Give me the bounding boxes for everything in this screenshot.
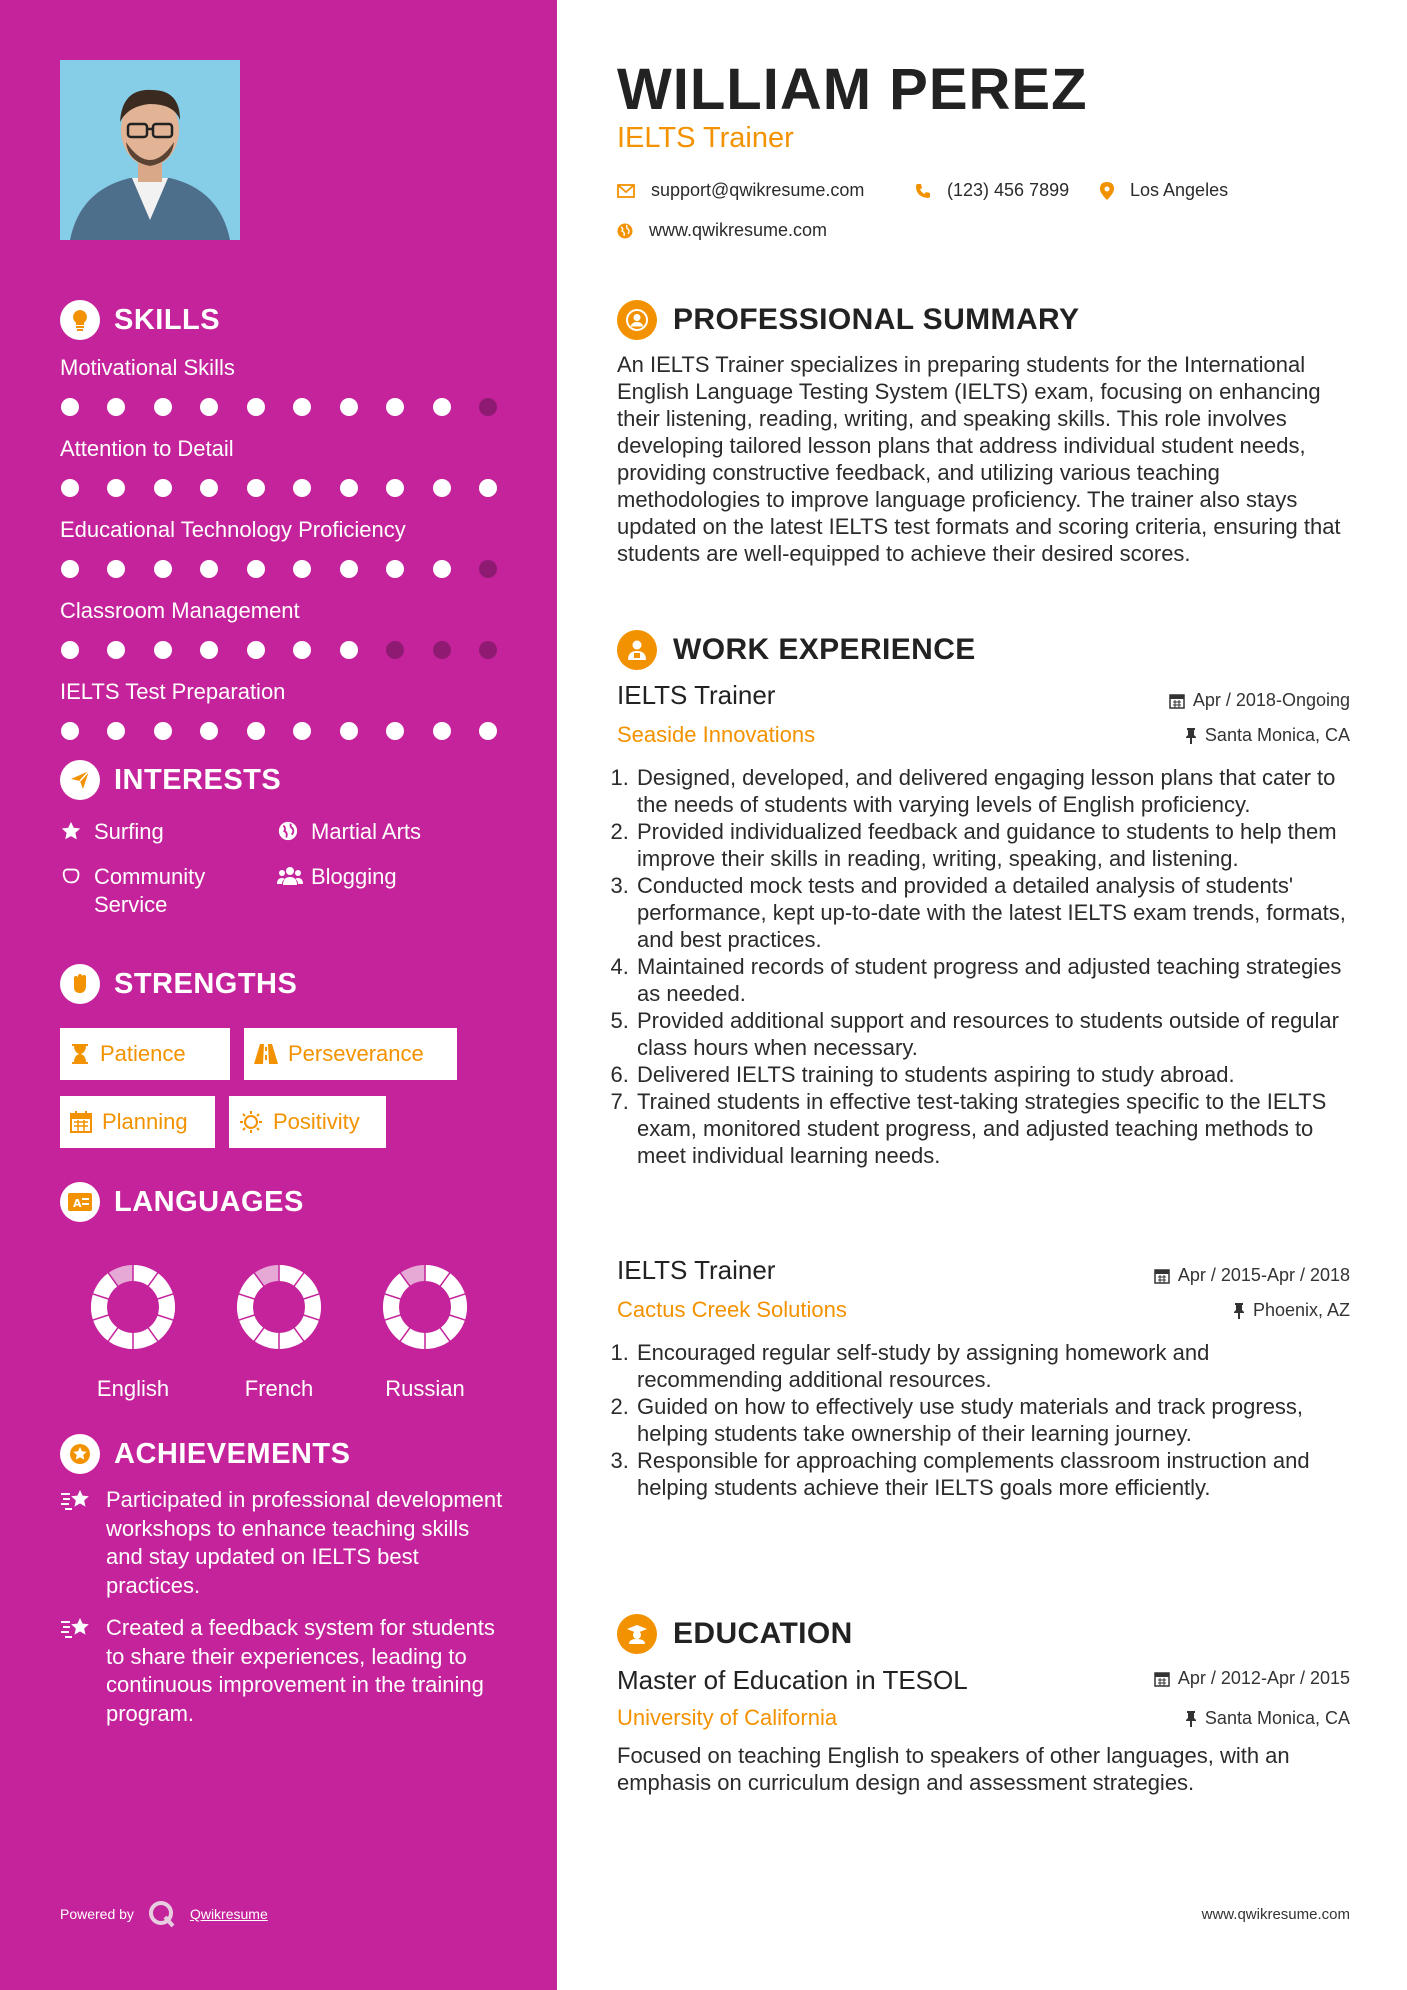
svg-text:A: A: [73, 1197, 82, 1210]
map-pin-icon: [1100, 182, 1114, 200]
duty-item: 2. Guided on how to effectively use study materials and track progress, helping students take ownership of their learning journey.: [635, 1393, 1350, 1447]
rating-dot-filled: [61, 641, 79, 659]
duty-item: 4. Maintained records of student progress and adjusted teaching strategies as needed.: [635, 953, 1350, 1007]
interests-section: [60, 758, 510, 919]
rating-dot-filled: [340, 479, 358, 497]
lightbulb-icon: [60, 300, 100, 340]
summary-text: An IELTS Trainer specializes in preparing students for the International English Language Testing System (IELTS) exam, focusing on enhancing their listening, reading, writing, and speaking skills. This role involves developing tailored lesson plans that address individual student needs, providing constructive feedback, and utilizing various teaching methodologies to improve language proficiency. The trainer also stays updated on the latest IELTS test formats and scoring criteria, ensuring that students are well-equipped to achieve their desired scores.: [617, 352, 1341, 566]
language-item: [206, 1264, 352, 1402]
sun-icon: [239, 1110, 263, 1134]
strengths-heading: STRENGTHS: [60, 962, 510, 1006]
language-name: Russian: [385, 1376, 465, 1401]
fist-icon: [60, 964, 100, 1004]
rating-dot-filled: [154, 560, 172, 578]
profile-photo: [60, 60, 240, 240]
star-icon: [60, 818, 94, 849]
rating-dot-filled: [433, 560, 451, 578]
skills-section: [60, 298, 510, 740]
skill-rating: [60, 398, 497, 416]
skill-rating: [60, 641, 497, 659]
powered-by: Powered by Qwikresume: [60, 1900, 268, 1928]
duty-item: 3. Responsible for approaching complements classroom instruction and helping students achieve their IELTS goals more efficiently.: [635, 1447, 1350, 1501]
rating-dot-filled: [293, 398, 311, 416]
job-title: IELTS Trainer: [617, 1255, 776, 1285]
strength-chip: Patience: [60, 1028, 230, 1080]
school-name: University of California: [617, 1705, 838, 1730]
contact-website[interactable]: www.qwikresume.com: [617, 220, 827, 241]
language-name: French: [244, 1376, 314, 1401]
rating-dot-filled: [247, 398, 265, 416]
rating-dot-filled: [61, 479, 79, 497]
rating-dot-filled: [107, 641, 125, 659]
rating-dot-filled: [386, 479, 404, 497]
language-ring: [382, 1264, 468, 1350]
users-icon: [277, 863, 311, 894]
education-description: Focused on teaching English to speakers of other languages, with an emphasis on curriculum design and assessment strategies.: [617, 1743, 1290, 1795]
education-location: Santa Monica, CA: [1185, 1708, 1350, 1729]
rating-dot-filled: [61, 560, 79, 578]
interests-list: [60, 818, 510, 919]
achievements-section: [60, 1432, 510, 1728]
strength-chip: Positivity: [229, 1096, 386, 1148]
skill-name: Motivational Skills: [60, 355, 235, 380]
pin-icon: [1185, 1711, 1197, 1727]
languages-section: [60, 1180, 510, 1402]
job-duties: [617, 764, 1350, 1169]
rating-dot-filled: [479, 479, 497, 497]
skill-rating: [60, 560, 497, 578]
rating-dot-filled: [293, 560, 311, 578]
duty-item: 6. Delivered IELTS training to students aspiring to study abroad.: [635, 1061, 1350, 1088]
skills-heading: SKILLS: [60, 298, 510, 342]
rating-dot-filled: [386, 722, 404, 740]
interest-item: Surfing: [60, 818, 277, 849]
degree-title: Master of Education in TESOL: [617, 1665, 968, 1695]
skill-name: Educational Technology Proficiency: [60, 517, 406, 542]
achievements-list: [60, 1486, 510, 1728]
rating-dot-filled: [386, 560, 404, 578]
calendar-icon: [1154, 1671, 1170, 1687]
duty-item: 1. Encouraged regular self-study by assigning homework and recommending additional resources.: [635, 1339, 1350, 1393]
languages-heading: A LANGUAGES: [60, 1180, 510, 1224]
calendar-icon: [1169, 693, 1185, 709]
contact-location: Los Angeles: [1100, 180, 1228, 201]
skill-item: [60, 678, 510, 740]
calendar-icon: [70, 1111, 92, 1133]
rating-dot-filled: [107, 722, 125, 740]
interests-heading: INTERESTS: [60, 758, 510, 802]
rating-dot-filled: [200, 398, 218, 416]
rating-dot-filled: [107, 398, 125, 416]
language-ring: [236, 1264, 322, 1350]
rating-dot-empty: [479, 398, 497, 416]
strengths-list: [60, 1028, 490, 1148]
hand-icon: [60, 863, 94, 894]
candidate-role: IELTS Trainer: [617, 122, 794, 154]
qwikresume-logo-icon: [148, 1900, 176, 1928]
language-icon: [60, 1182, 100, 1222]
paper-plane-icon: [60, 760, 100, 800]
sidebar: [0, 0, 557, 1990]
briefcase-user-icon: [617, 630, 657, 670]
pin-icon: [1185, 728, 1197, 744]
achievements-heading: ACHIEVEMENTS: [60, 1432, 510, 1476]
skill-name: Attention to Detail: [60, 436, 234, 461]
summary-heading: PROFESSIONAL SUMMARY: [617, 298, 1079, 342]
rating-dot-filled: [340, 641, 358, 659]
job-dates: Apr / 2018-Ongoing: [1169, 690, 1350, 711]
rating-dot-filled: [154, 398, 172, 416]
rating-dot-filled: [433, 398, 451, 416]
rating-dot-filled: [154, 641, 172, 659]
duty-item: 1. Designed, developed, and delivered engaging lesson plans that cater to the needs of students with varying levels of English proficiency.: [635, 764, 1350, 818]
duty-item: 3. Conducted mock tests and provided a detailed analysis of students' performance, kept up-to-date with the latest IELTS exam trends, formats, and best practices.: [635, 872, 1350, 953]
rating-dot-empty: [433, 641, 451, 659]
rating-dot-filled: [293, 641, 311, 659]
duty-item: 5. Provided additional support and resources to students outside of regular class hours when necessary.: [635, 1007, 1350, 1061]
job-title: IELTS Trainer: [617, 680, 776, 710]
user-icon: [617, 300, 657, 340]
rating-dot-filled: [154, 722, 172, 740]
job-location: Phoenix, AZ: [1233, 1300, 1350, 1321]
rating-dot-filled: [61, 398, 79, 416]
interest-item: Martial Arts: [277, 818, 497, 849]
strength-chip: Planning: [60, 1096, 215, 1148]
award-star-icon: [60, 1434, 100, 1474]
road-icon: [254, 1044, 278, 1064]
achievement-item: Created a feedback system for students to share their experiences, leading to continuous improvement in the training program.: [60, 1614, 510, 1728]
skill-item: [60, 516, 510, 578]
experience-heading: WORK EXPERIENCE: [617, 628, 976, 672]
hourglass-icon: [70, 1043, 90, 1065]
rating-dot-filled: [293, 722, 311, 740]
rating-dot-filled: [107, 479, 125, 497]
pin-icon: [1233, 1303, 1245, 1319]
education-heading: EDUCATION: [617, 1612, 853, 1656]
rating-dot-filled: [247, 641, 265, 659]
phone-icon: [915, 183, 931, 199]
globe-icon: [617, 223, 633, 239]
languages-list: [60, 1264, 510, 1402]
calendar-icon: [1154, 1268, 1170, 1284]
rating-dot-filled: [107, 560, 125, 578]
skills-list: [60, 354, 510, 740]
candidate-name: WILLIAM PEREZ: [617, 57, 1088, 122]
shooting-star-icon: [60, 1614, 106, 1728]
rating-dot-empty: [386, 641, 404, 659]
skill-item: [60, 597, 510, 659]
rating-dot-filled: [433, 722, 451, 740]
rating-dot-filled: [200, 722, 218, 740]
language-ring-fill: [391, 1273, 459, 1341]
education-dates: Apr / 2012-Apr / 2015: [1154, 1668, 1350, 1689]
interest-item: Community Service: [60, 863, 277, 919]
rating-dot-filled: [433, 479, 451, 497]
skill-rating: [60, 479, 497, 497]
globe-icon: [277, 818, 311, 849]
rating-dot-empty: [479, 641, 497, 659]
rating-dot-filled: [247, 479, 265, 497]
duty-item: 2. Provided individualized feedback and guidance to students to help them improve their skills in reading, writing, speaking, and listening.: [635, 818, 1350, 872]
job-dates: Apr / 2015-Apr / 2018: [1154, 1265, 1350, 1286]
skill-item: [60, 354, 510, 416]
rating-dot-filled: [340, 722, 358, 740]
strengths-section: [60, 962, 510, 1148]
skill-rating: [60, 722, 497, 740]
rating-dot-empty: [479, 560, 497, 578]
company-name: Seaside Innovations: [617, 722, 816, 747]
footer-website[interactable]: www.qwikresume.com: [1201, 1906, 1350, 1923]
rating-dot-filled: [479, 722, 497, 740]
qwikresume-link[interactable]: Qwikresume: [189, 1906, 268, 1922]
language-item: [60, 1264, 206, 1402]
rating-dot-filled: [340, 398, 358, 416]
rating-dot-filled: [200, 479, 218, 497]
rating-dot-filled: [247, 560, 265, 578]
language-item: [352, 1264, 498, 1402]
company-name: Cactus Creek Solutions: [617, 1297, 847, 1322]
achievement-item: Participated in professional development workshops to enhance teaching skills and stay updated on IELTS best practices.: [60, 1486, 510, 1600]
strength-chip: Perseverance: [244, 1028, 457, 1080]
interest-item: Blogging: [277, 863, 497, 919]
rating-dot-filled: [247, 722, 265, 740]
rating-dot-filled: [61, 722, 79, 740]
rating-dot-filled: [340, 560, 358, 578]
job-duties: [617, 1339, 1350, 1501]
contact-email[interactable]: support@qwikresume.com: [617, 180, 864, 201]
graduate-icon: [617, 1614, 657, 1654]
skill-item: [60, 435, 510, 497]
language-ring-fill: [245, 1273, 313, 1341]
rating-dot-filled: [386, 398, 404, 416]
language-ring-fill: [99, 1273, 167, 1341]
duty-item: 7. Trained students in effective test-taking strategies specific to the IELTS exam, monitored student progress, and adjusted teaching methods to meet individual learning needs.: [635, 1088, 1350, 1169]
shooting-star-icon: [60, 1486, 106, 1600]
skill-name: Classroom Management: [60, 598, 300, 623]
rating-dot-filled: [200, 641, 218, 659]
contact-phone[interactable]: (123) 456 7899: [915, 180, 1069, 201]
skill-name: IELTS Test Preparation: [60, 679, 286, 704]
job-location: Santa Monica, CA: [1185, 725, 1350, 746]
language-name: English: [96, 1376, 170, 1401]
language-ring: [90, 1264, 176, 1350]
rating-dot-filled: [200, 560, 218, 578]
rating-dot-filled: [154, 479, 172, 497]
rating-dot-filled: [293, 479, 311, 497]
envelope-icon: [617, 184, 635, 198]
